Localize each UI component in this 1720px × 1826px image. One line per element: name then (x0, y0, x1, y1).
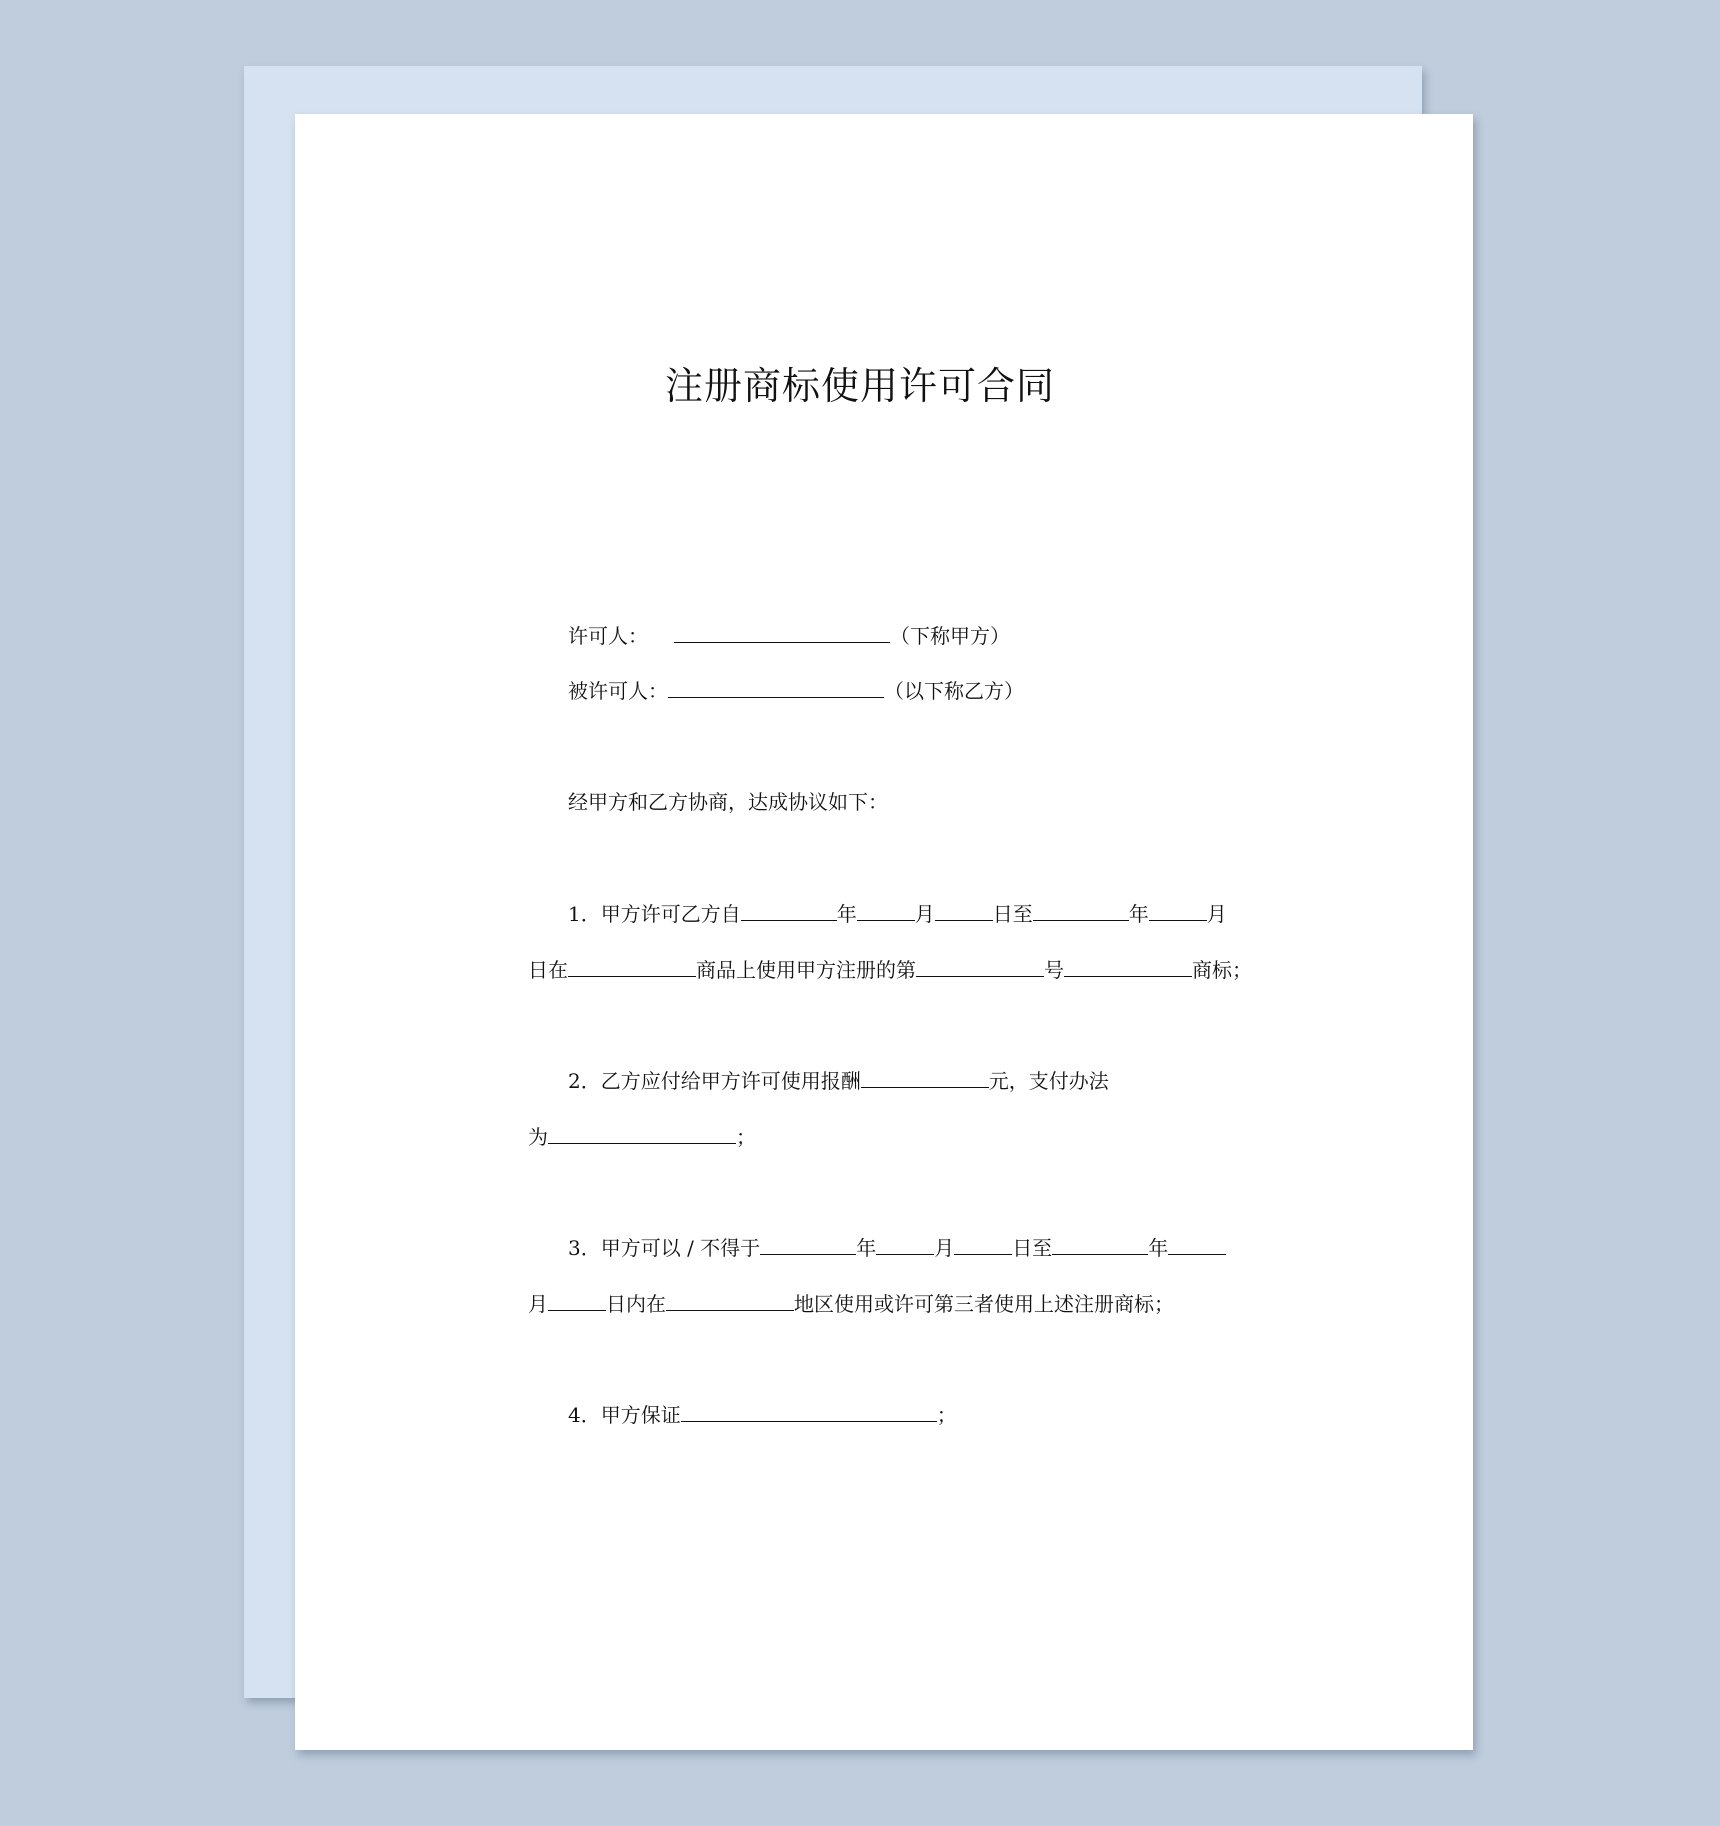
clause-2-fee-blank[interactable] (861, 1067, 989, 1088)
licensor-line (568, 622, 1010, 650)
preamble: 经甲方和乙方协商，达成协议如下： (568, 790, 888, 814)
clause-3-text: 月 (934, 1236, 955, 1260)
clause-1-text: 月 (1206, 902, 1227, 926)
clause-4-guarantee-blank[interactable] (681, 1401, 937, 1422)
clause-2-text: ； (736, 1125, 756, 1149)
clause-1-line-1 (568, 900, 1227, 928)
clause-1-text: 日在 (528, 958, 568, 982)
clause-4-number: 4． (568, 1403, 601, 1427)
clause-3-start-month-blank[interactable] (876, 1234, 934, 1255)
clause-2-text: 乙方应付给甲方许可使用报酬 (600, 1069, 861, 1093)
clause-3-region-blank[interactable] (666, 1290, 794, 1311)
clause-1-start-month-blank[interactable] (857, 900, 915, 921)
clause-1-line-2 (528, 956, 1252, 984)
clause-1-goods-blank[interactable] (568, 956, 696, 977)
clause-3-number: 3． (568, 1236, 601, 1260)
clause-1-text: 月 (914, 902, 935, 926)
clause-3-line-2 (528, 1290, 1174, 1318)
clause-1-text: 商品上使用甲方注册的第 (696, 958, 916, 982)
clause-1-start-day-blank[interactable] (935, 900, 993, 921)
clause-3-text: 日内在 (606, 1292, 666, 1316)
clause-1-text: 年 (836, 902, 857, 926)
clause-3-text: 年 (1148, 1236, 1169, 1260)
clause-2-line-1 (568, 1067, 1109, 1095)
clause-3-start-day-blank[interactable] (954, 1234, 1012, 1255)
clause-1-start-year-blank[interactable] (741, 900, 837, 921)
clause-3-end-year-blank[interactable] (1052, 1234, 1148, 1255)
clause-1-end-month-blank[interactable] (1149, 900, 1207, 921)
clause-2-text: 元，支付办法 (988, 1069, 1109, 1093)
clause-3-text: 年 (856, 1236, 877, 1260)
licensee-suffix: （以下称乙方） (884, 679, 1024, 703)
clause-2-number: 2． (568, 1069, 601, 1093)
clause-2-payment-method-blank[interactable] (548, 1123, 736, 1144)
licensee-label: 被许可人： (568, 679, 668, 703)
licensor-suffix: （下称甲方） (890, 624, 1010, 648)
clause-4-text: 甲方保证 (600, 1403, 681, 1427)
licensee-blank[interactable] (668, 677, 884, 698)
clause-4-line-1 (568, 1401, 957, 1429)
clause-1-text: 甲方许可乙方自 (600, 902, 741, 926)
licensee-line (568, 677, 1024, 705)
clause-1-text: 商标； (1192, 958, 1252, 982)
clause-2-line-2 (528, 1123, 756, 1151)
clause-1-registration-number-blank[interactable] (916, 956, 1044, 977)
clause-1-text: 日至 (992, 902, 1033, 926)
clause-1-end-year-blank[interactable] (1033, 900, 1129, 921)
clause-4-text: ； (936, 1403, 957, 1427)
clause-3-text: 月 (528, 1292, 548, 1316)
clause-3-start-year-blank[interactable] (760, 1234, 856, 1255)
clause-3-line-1 (568, 1234, 1226, 1262)
clause-3-end-month-blank[interactable] (1168, 1234, 1226, 1255)
clause-3-text: 日至 (1012, 1236, 1053, 1260)
clause-3-text: 甲方可以 / 不得于 (600, 1236, 761, 1260)
clause-2-text: 为 (528, 1125, 548, 1149)
clause-3-end-day-blank[interactable] (548, 1290, 606, 1311)
clause-1-number: 1． (568, 902, 601, 926)
clause-1-text: 号 (1044, 958, 1064, 982)
document-title: 注册商标使用许可合同 (664, 364, 1055, 408)
licensor-label: 许可人： (568, 624, 648, 648)
clause-1-text: 年 (1128, 902, 1149, 926)
clause-1-trademark-blank[interactable] (1064, 956, 1192, 977)
licensor-blank[interactable] (674, 622, 890, 643)
clause-3-text: 地区使用或许可第三者使用上述注册商标； (794, 1292, 1174, 1316)
